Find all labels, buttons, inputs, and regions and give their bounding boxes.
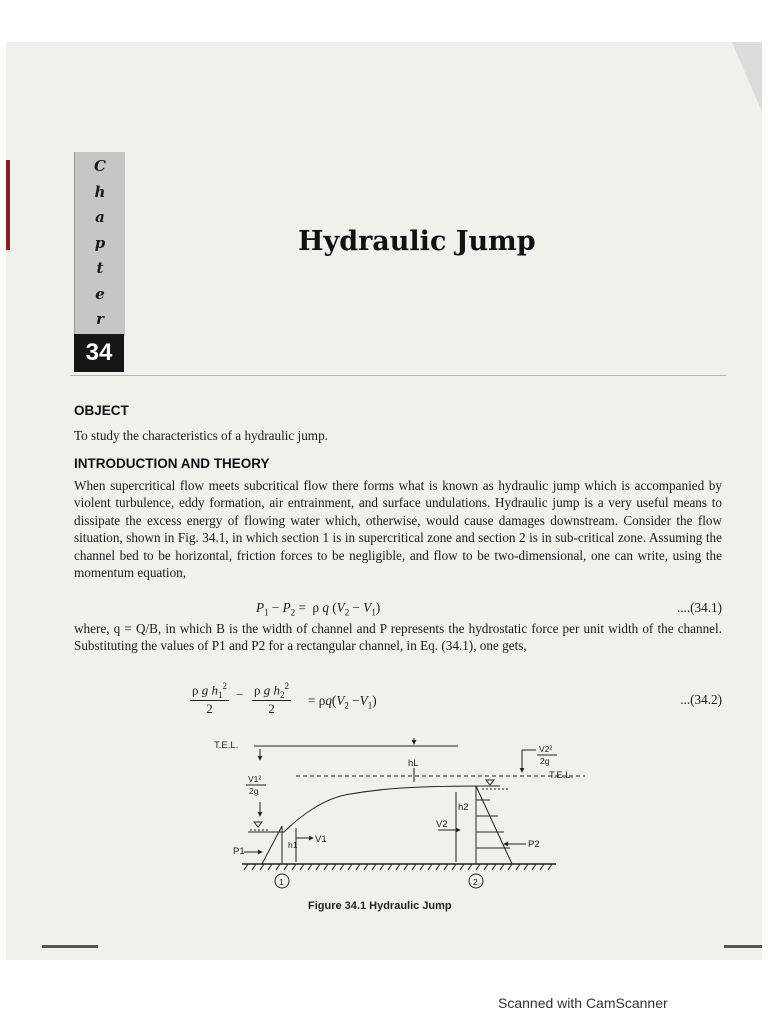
intro-heading: INTRODUCTION AND THEORY — [74, 456, 270, 471]
bed-hatching — [244, 864, 552, 870]
h2-label: h2 — [458, 802, 469, 813]
tel-left-label: T.E.L. — [214, 740, 239, 751]
v1-head-den: 2g — [249, 786, 259, 796]
intro-paragraph: When supercritical flow meets subcritical flow there forms what is known as hydraulic jump which is accompanied by violent turbulence, eddy formation, air entrainment, and surface undulations. Hydraulic jump is a very useful means to dissipate the excess energy of flowing water which, otherwise, would cause damages downstream. Consider the flow situation, shown in Fig. 34.1, in which section 1 is in supercritical zone and section 2 is in sub-critical zone. Assuming the channel bed to be horizontal, friction forces to be negligible, and flow to be two-dimensional, one can write, using the momentum equation, — [74, 478, 722, 581]
p1-label: P1 — [233, 846, 245, 857]
equation-number: ...(34.2) — [680, 692, 722, 707]
tel-right-label: T.E.L. — [549, 770, 574, 781]
section1-label: 1 — [279, 877, 284, 887]
object-text: To study the characteristics of a hydraulic jump. — [74, 428, 328, 443]
minus-sign: − — [236, 687, 244, 702]
equation-34-2-rhs: = $\rho q(V_2 -V_1)$ — [308, 693, 377, 711]
chapter-letter: t — [96, 259, 104, 277]
chapter-letter: e — [95, 284, 105, 303]
v1-head-num: V1² — [248, 774, 262, 784]
object-heading: OBJECT — [74, 403, 129, 418]
chapter-letter: a — [95, 208, 105, 226]
v2-head-num: V2² — [539, 744, 553, 754]
section2-label: 2 — [473, 877, 478, 887]
fraction-den: 2 — [206, 700, 213, 716]
chapter-number: 34 — [74, 334, 124, 372]
chapter-letter: h — [94, 182, 106, 201]
equation-number: ....(34.1) — [676, 600, 722, 615]
scanner-watermark: Scanned with CamScanner — [498, 995, 668, 1011]
hydraulic-jump-figure — [200, 736, 600, 902]
hl-label: hL — [408, 758, 419, 769]
scan-artifact — [724, 945, 762, 948]
water-level-symbol — [254, 822, 262, 827]
p2-label: P2 — [528, 839, 540, 850]
where-paragraph: where, q = Q/B, in which B is the width of channel and P represents the hydrostatic force per unit width of the channel. Substituting the values of P1 and P2 for a rectangular channel, in Eq. (34.1), one gets, — [74, 621, 722, 654]
fraction-den: 2 — [268, 700, 275, 716]
chapter-letter: p — [94, 233, 106, 252]
divider — [70, 375, 726, 376]
v1-label: V1 — [315, 834, 327, 845]
figure-caption: Figure 34.1 Hydraulic Jump — [308, 900, 452, 912]
chapter-letter: r — [96, 310, 104, 328]
equation-34-1: $P_1 - P_2 = \rho$ q $(V_2 - V_1)$ — [256, 600, 381, 618]
fraction-term-2: $\frac{\rho g h_2^2}{2}$ — [254, 681, 289, 716]
scan-artifact — [42, 945, 98, 948]
v2-head-den: 2g — [540, 756, 550, 766]
fraction-term-1: $\frac{\rho g h_1^2}{2}$ — [192, 681, 227, 716]
spine-mark — [6, 160, 10, 250]
chapter-letter: C — [94, 157, 106, 175]
water-surface — [248, 786, 492, 832]
h1-label: h1 — [288, 840, 298, 850]
v2-label: V2 — [436, 819, 448, 830]
chapter-label-box — [74, 152, 125, 336]
chapter-title: Hydraulic Jump — [298, 226, 536, 257]
page-corner — [732, 42, 762, 112]
